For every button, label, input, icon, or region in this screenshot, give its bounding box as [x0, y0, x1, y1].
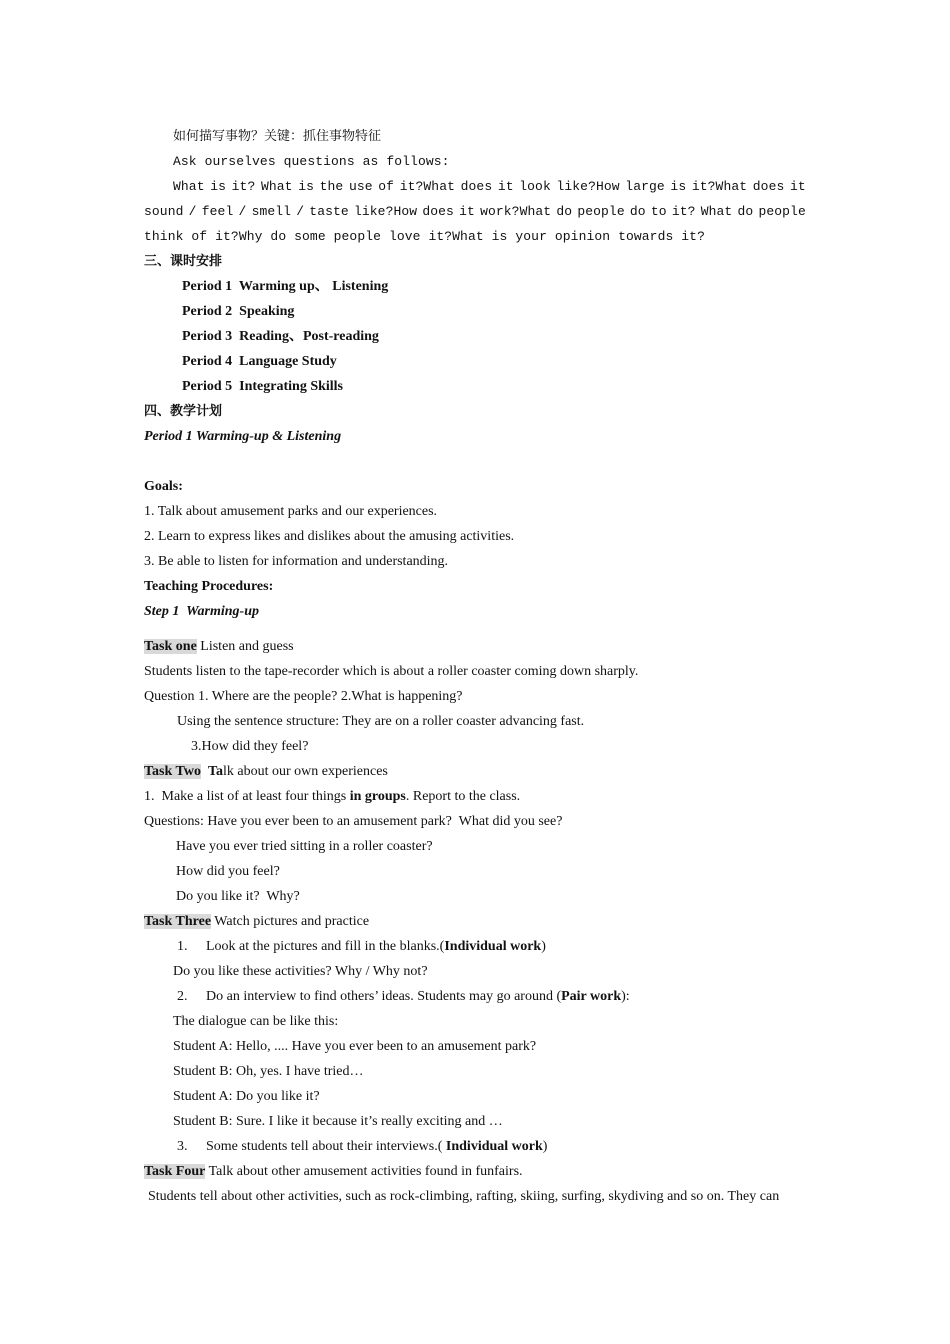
plan-heading: 四、教学计划 [144, 404, 223, 419]
question-word: / [296, 204, 305, 219]
task-two-heading [144, 763, 388, 781]
intro-questions-line-1 [173, 178, 806, 196]
task-three-number-2: 2. [177, 989, 188, 1004]
schedule-period-4: Period 4 Language Study [182, 354, 337, 369]
question-word: it [789, 179, 806, 194]
question-word: does [752, 179, 785, 194]
task-two-title-rest: lk about our own experiences [223, 764, 388, 779]
question-word: do [737, 204, 754, 219]
question-word: do [629, 204, 646, 219]
question-word: use [348, 179, 373, 194]
task-one-heading [144, 638, 294, 656]
task-two-item-1-text: 1. Make a list of at least four things [144, 789, 350, 804]
intro-ask-line: Ask ourselves questions as follows: [173, 154, 450, 169]
task-three-item-1-text: Look at the pictures and fill in the blanks.( [206, 939, 445, 954]
task-one-line-3: Using the sentence structure: They are on a roller coaster advancing fast. [177, 714, 585, 729]
question-word: is [298, 179, 314, 194]
question-word: What [173, 179, 205, 194]
question-word: What [260, 179, 293, 194]
dialogue-line-3: Student A: Do you like it? [173, 1089, 320, 1104]
question-word: people [758, 204, 806, 219]
task-four-label: Task Four [144, 1164, 206, 1179]
task-three-item-3 [206, 1138, 547, 1156]
task-two-question-2: Have you ever tried sitting in a roller coaster? [176, 839, 433, 854]
goal-item-2: 2. Learn to express likes and dislikes about the amusing activities. [144, 529, 515, 544]
schedule-period-1: Period 1 Warming up、 Listening [182, 279, 389, 294]
task-one-label: Task one [144, 639, 197, 654]
task-one-line-1: Students listen to the tape-recorder which is about a roller coaster coming down sharply. [144, 664, 639, 679]
procedures-label: Teaching Procedures: [144, 579, 274, 594]
question-word: like?How [353, 204, 418, 219]
question-word: it? [671, 204, 696, 219]
question-word: large [625, 179, 665, 194]
task-three-item-2-bold: Pair work [561, 989, 622, 1004]
dialogue-intro: The dialogue can be like this: [173, 1014, 339, 1029]
task-three-label: Task Three [144, 914, 212, 929]
question-word: like?How [556, 179, 620, 194]
dialogue-line-2: Student B: Oh, yes. I have tried… [173, 1064, 364, 1079]
question-word: is [210, 179, 227, 194]
task-one-line-2: Question 1. Where are the people? 2.What is happening? [144, 689, 463, 704]
question-word: do [556, 204, 573, 219]
question-word: work?What [480, 204, 552, 219]
period-title: Period 1 Warming-up & Listening [144, 429, 342, 444]
task-two-item-1-bold: in groups [349, 789, 406, 804]
question-word: it [459, 204, 475, 219]
intro-heading-cn: 如何描写事物？关键：抓住事物特征 [173, 129, 382, 144]
task-one-line-4: 3.How did they feel? [191, 739, 309, 754]
goal-item-1: 1. Talk about amusement parks and our experiences. [144, 504, 438, 519]
question-word: it?What [691, 179, 748, 194]
intro-questions-line-3: think of it?Why do some people love it?What is your opinion towards it? [144, 229, 705, 244]
question-word: look [519, 179, 551, 194]
task-three-item-3-post: ) [542, 1139, 548, 1154]
task-two-item-1-post: . Report to the class. [405, 789, 521, 804]
task-two-question-3: How did you feel? [176, 864, 280, 879]
question-word: What [700, 204, 733, 219]
task-two-item-1 [144, 788, 520, 806]
question-word: to [650, 204, 667, 219]
task-three-item-3-bold: Individual work [445, 1139, 543, 1154]
question-word: it? [231, 179, 256, 194]
task-three-item-2-post: ): [621, 989, 630, 1004]
question-word: it [497, 179, 514, 194]
question-word: it?What [399, 179, 455, 194]
schedule-heading: 三、课时安排 [144, 254, 223, 269]
task-four-heading [144, 1163, 523, 1181]
task-three-item-2-text: Do an interview to find others’ ideas. Students may go around ( [206, 989, 562, 1004]
question-word: / [238, 204, 247, 219]
task-three-item-1 [206, 938, 546, 956]
dialogue-line-1: Student A: Hello, .... Have you ever been to an amusement park? [173, 1039, 537, 1054]
question-word: of [378, 179, 395, 194]
task-two-label: Task Two [144, 764, 201, 779]
question-word: feel [201, 204, 234, 219]
task-two-question-line: Questions: Have you ever been to an amusement park? What did you see? [144, 814, 563, 829]
schedule-period-2: Period 2 Speaking [182, 304, 295, 319]
task-three-item-1-post: ) [541, 939, 546, 954]
question-word: the [319, 179, 344, 194]
task-four-line-1: Students tell about other activities, such as rock-climbing, rafting, skiing, surfing, skydiving and so on. They can [148, 1189, 780, 1204]
question-word: people [577, 204, 625, 219]
dialogue-line-4: Student B: Sure. I like it because it’s really exciting and … [173, 1114, 503, 1129]
question-word: is [670, 179, 687, 194]
schedule-period-3: Period 3 Reading、Post-reading [182, 329, 379, 344]
question-word: smell [251, 204, 292, 219]
task-three-number-1: 1. [177, 939, 188, 954]
task-one-title: Listen and guess [196, 639, 294, 654]
task-three-item-1-bold: Individual work [444, 939, 542, 954]
question-word: sound [144, 204, 184, 219]
task-two-question-4: Do you like it? Why? [176, 889, 300, 904]
task-three-title: Watch pictures and practice [211, 914, 370, 929]
task-three-sub-1: Do you like these activities? Why / Why not? [173, 964, 428, 979]
question-word: / [188, 204, 197, 219]
goal-item-3: 3. Be able to listen for information and understanding. [144, 554, 449, 569]
task-three-number-3: 3. [177, 1139, 188, 1154]
task-three-item-2 [206, 988, 630, 1006]
question-word: taste [309, 204, 349, 219]
intro-questions-line-2 [144, 203, 806, 221]
task-four-title: Talk about other amusement activities found in funfairs. [205, 1164, 523, 1179]
task-two-title-bold: Ta [207, 764, 224, 779]
task-three-item-3-text: Some students tell about their interviews.( [206, 1139, 446, 1154]
goals-label: Goals: [144, 479, 183, 494]
question-word: does [460, 179, 493, 194]
step-1-heading: Step 1 Warming-up [144, 604, 260, 619]
schedule-period-5: Period 5 Integrating Skills [182, 379, 344, 394]
question-word: does [422, 204, 454, 219]
task-three-heading [144, 913, 369, 931]
